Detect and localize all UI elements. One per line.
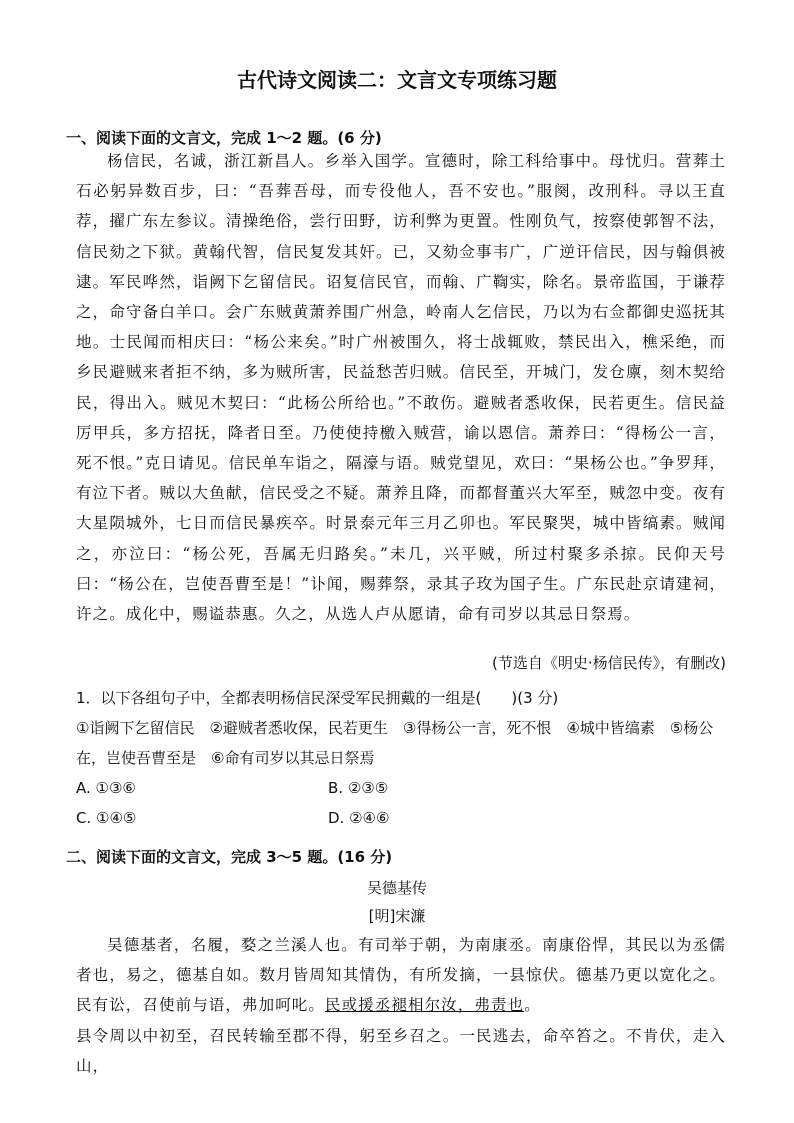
passage-text: 杨信民，名诚，浙江新昌人。乡举入国学。宣德时，除工科给事中。母忧归。营葬土石必躬异数百步，曰：“吾葬吾母，而专役他人，吾不安也。”服阕，改刑科。寻以王直荐，擢广东左参议。清操绝俗，尝行田野，访利弊为更置。性刚负气，按察使郭智不法，信民劾之下狱。黄翰代智，信民复发其奸。已，又劾佥事韦广，广逆讦信民，因与翰俱被逮。军民哗然，诣阙下乞留信民。诏复信民官，而翰、广鞫实，除名。景帝监国，于谦荐之，命守备白羊口。会广东贼黄萧养围广州急，岭南人乞信民，乃以为右佥都御史巡抚其地。士民闻而相庆曰：“杨公来矣。”时广州被围久，将士战辄败，禁民出入，樵采绝，而乡民避贼来者拒不纳，多为贼所害，民益愁苦归贼。信民至，开城门，发仓廪，刻木契给民，得出入。贼见木契曰：“此杨公所给也。”不敢伤。避贼者悉收保，民若更生。信民益厉甲兵，多方招抚，降者日至。乃使使持檄入贼营，谕以恩信。萧养曰：“得杨公一言，死不恨。”克日请见。信民单车诣之，隔濠与语。贼党望见，欢曰：“果杨公也。”争罗拜，有泣下者。贼以大鱼献，信民受之不疑。萧养且降，而都督董兴大军至，贼忽中变。夜有大星陨城外，七日而信民暴疾卒。时景泰元年三月乙卯也。军民聚哭，城中皆缟素。贼闻之，亦泣曰：“杨公死，吾属无归路矣。”未几，兴平贼，所过村聚多杀掠。民仰天号曰：“杨公在，岂使吾曹至是！”讣闻，赐葬祭，录其子玫为国子生。广东民赴京请建祠，许之。成化中，赐谥恭惠。久之，从选人卢从愿请，命有司岁以其忌日祭焉。 — [76, 152, 726, 624]
question-1-options — [76, 773, 726, 833]
option-b: B. ②③⑤ — [328, 779, 389, 797]
option-c: C. ①④⑤ — [76, 809, 137, 827]
page-title: 古代诗文阅读二：文言文专项练习题 — [237, 68, 557, 92]
question-1-items: ①诣阙下乞留信民 ②避贼者悉收保，民若更生 ③得杨公一言，死不恨 ④城中皆缟素 ⑤杨公在，岂使吾曹至是 ⑥命有司岁以其忌日祭焉 — [76, 719, 714, 767]
section1-passage — [76, 146, 726, 629]
section2-para1 — [76, 930, 726, 1021]
section2-heading: 二、阅读下面的文言文，完成 3～5 题。(16 分) — [66, 848, 393, 866]
section2-passage — [76, 930, 726, 1081]
para1-text: 吴德基者，名履，婺之兰溪人也。有司举于朝，为南康丞。南康俗悍，其民以为丞儒者也，易之，德基自如。数月皆周知其情伪，有所发摘，一县惊伏。德基乃更以宽化之。民有讼，召使前与语，弗加呵叱。 — [76, 936, 726, 1015]
para1-end: 。 — [524, 996, 541, 1015]
option-d: D. ②④⑥ — [328, 809, 390, 827]
section2-para2: 县令周以中初至，召民转输至郡不得，躬至乡召之。一民逃去，命卒笞之。不肯伏，走入山， — [76, 1026, 726, 1075]
question-1-stem: 1．以下各组句子中，全都表明杨信民深受军民拥戴的一组是( )(3 分) — [76, 689, 559, 707]
section2-title: 吴德基传 — [366, 879, 427, 897]
section1-heading: 一、阅读下面的文言文，完成 1～2 题。(6 分) — [66, 129, 382, 147]
passage-source: (节选自《明史·杨信民传》，有删改) — [492, 654, 726, 672]
para1-underlined-sentence: 民或援丞褪相尔汝，弗责也 — [325, 996, 525, 1015]
option-a: A. ①③⑥ — [76, 779, 136, 797]
section2-author: [明]宋濂 — [368, 907, 426, 925]
